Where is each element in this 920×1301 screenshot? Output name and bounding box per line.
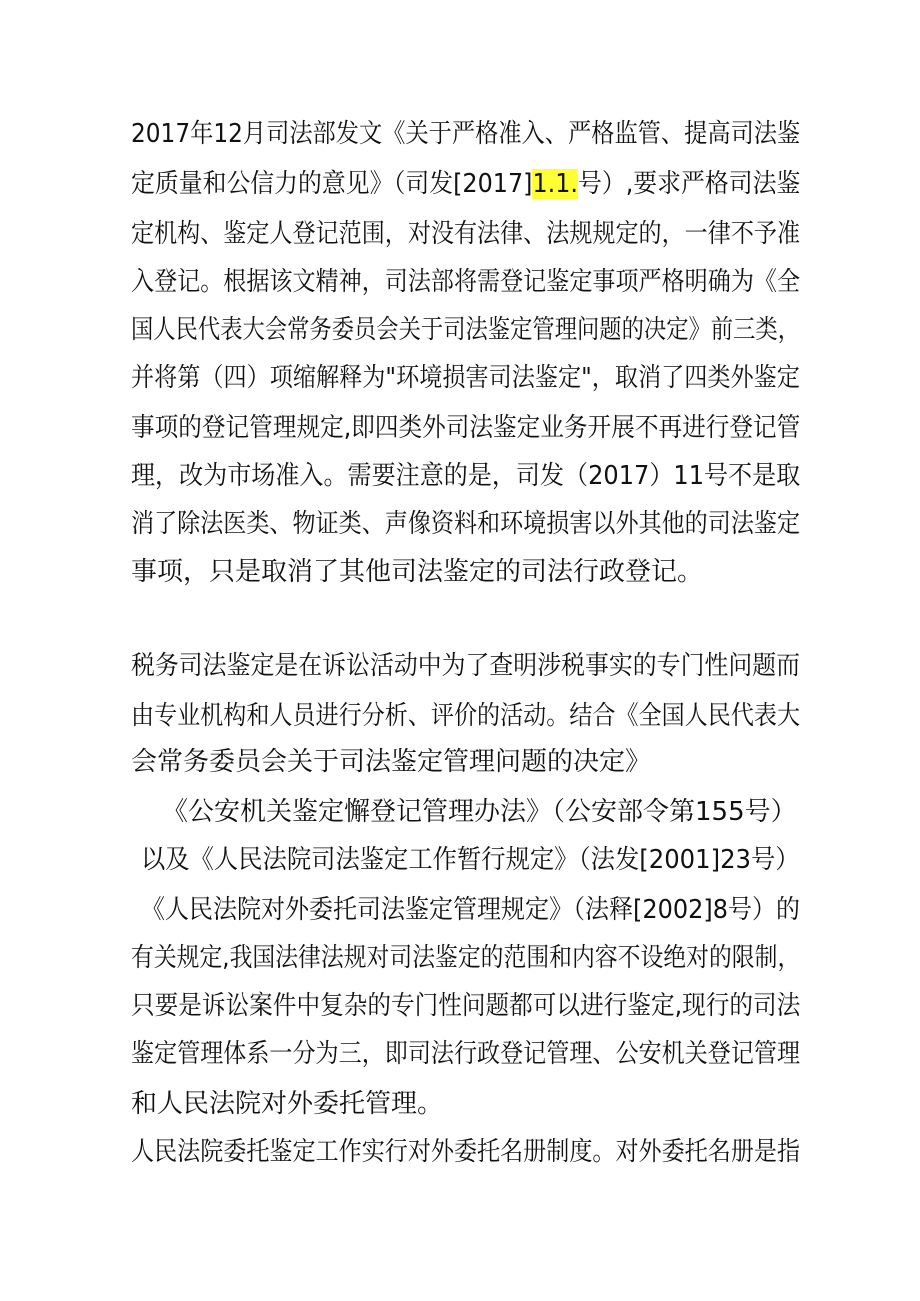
paragraph1-line2 bbox=[131, 166, 800, 202]
paragraph1-line4: 入登记。根据该文精神，司法部将需登记鉴定事项严格明确为《全 bbox=[131, 267, 801, 297]
highlighted-text: 1.1. bbox=[532, 169, 579, 199]
paragraph1-line10: 事项，只是取消了其他司法鉴定的司法行政登记。 bbox=[131, 557, 704, 587]
paragraph1-line7: 事项的登记管理规定,即四类外司法鉴定业务开展不再进行登记管 bbox=[131, 413, 801, 443]
paragraph1-line6: 并将第（四）项缩解释为"环境损害司法鉴定"，取消了四类外鉴定 bbox=[131, 363, 800, 393]
paragraph1-line2-pre: 定质量和公信力的意见》（司发[2017] bbox=[131, 169, 533, 199]
paragraph2-line6: 《人民法院对外委托司法鉴定管理规定》（法释[2002]8号）的 bbox=[141, 895, 801, 925]
paragraph2-line4: 《公安机关鉴定懈登记管理办法》（公安部令第155号） bbox=[162, 797, 797, 827]
paragraph1-line2-post: 号）,要求严格司法鉴 bbox=[578, 169, 801, 199]
paragraph2-line10: 和人民法院对外委托管理。 bbox=[131, 1089, 444, 1119]
paragraph2-line1: 税务司法鉴定是在诉讼活动中为了查明涉税事实的专门性问题而 bbox=[131, 651, 801, 681]
paragraph3-line1: 人民法院委托鉴定工作实行对外委托名册制度。对外委托名册是指 bbox=[131, 1137, 801, 1167]
paragraph1-line1: 2017年12月司法部发文《关于严格准入、严格监管、提高司法鉴 bbox=[131, 119, 801, 149]
paragraph2-line9: 鉴定管理体系一分为三，即司法行政登记管理、公安机关登记管理 bbox=[131, 1039, 801, 1069]
paragraph1-line3: 定机构、鉴定人登记范围，对没有法律、法规规定的，一律不予准 bbox=[131, 219, 801, 249]
paragraph1-line9: 消了除法医类、物证类、声像资料和环境损害以外其他的司法鉴定 bbox=[131, 509, 801, 539]
paragraph2-line2: 由专业机构和人员进行分析、评价的活动。结合《全国人民代表大 bbox=[131, 701, 801, 731]
paragraph2-line3: 会常务委员会关于司法鉴定管理问题的决定》 bbox=[131, 747, 652, 777]
paragraph2-line7: 有关规定,我国法律法规对司法鉴定的范围和内容不设绝对的限制， bbox=[131, 943, 801, 973]
paragraph2-line5: 以及《人民法院司法鉴定工作暂行规定》（法发[2001]23号） bbox=[141, 845, 800, 875]
paragraph2-line8: 只要是诉讼案件中复杂的专门性问题都可以进行鉴定,现行的司法 bbox=[131, 991, 801, 1021]
paragraph1-line8: 理，改为市场准入。需要注意的是，司发（2017）11号不是取 bbox=[131, 461, 801, 491]
paragraph1-line5: 国人民代表大会常务委员会关于司法鉴定管理问题的决定》前三类， bbox=[131, 315, 801, 345]
